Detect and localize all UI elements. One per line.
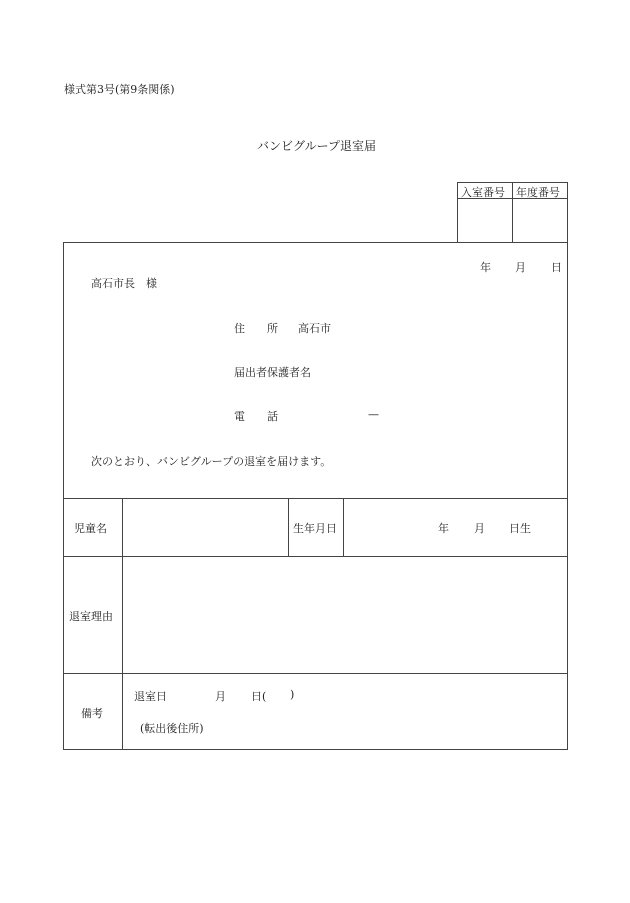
year-number-label: 年度番号 bbox=[516, 186, 560, 199]
entry-number-label: 入室番号 bbox=[461, 186, 505, 199]
row-divider-3 bbox=[63, 673, 568, 674]
birth-day-label: 日生 bbox=[509, 522, 531, 535]
leave-reason-label: 退室理由 bbox=[69, 610, 113, 623]
address-label: 住 所 bbox=[234, 322, 278, 335]
child-name-label: 児童名 bbox=[74, 522, 107, 535]
birthdate-label-right-divider bbox=[343, 498, 344, 556]
guardian-name-label: 届出者保護者名 bbox=[234, 366, 311, 379]
birthdate-label-left-divider bbox=[288, 498, 289, 556]
remarks-label: 備考 bbox=[81, 707, 103, 720]
address-value: 高石市 bbox=[298, 322, 331, 335]
birth-month-label: 月 bbox=[474, 522, 485, 535]
date-day-label: 日 bbox=[551, 261, 562, 274]
statement-text: 次のとおり、バンビグループの退室を届けます。 bbox=[91, 455, 332, 468]
entry-number-field[interactable] bbox=[458, 200, 511, 242]
form-number: 様式第3号(第9条関係) bbox=[64, 83, 175, 96]
year-number-field[interactable] bbox=[513, 200, 567, 242]
new-address-label: (転出後住所) bbox=[140, 722, 204, 735]
phone-label: 電 話 bbox=[234, 410, 278, 423]
child-name-field[interactable] bbox=[123, 499, 287, 555]
leave-month-label: 月 bbox=[215, 690, 226, 703]
leave-reason-field[interactable] bbox=[123, 557, 567, 672]
page-title: バンビグループ退室届 bbox=[257, 139, 377, 153]
addressee: 高石市長 様 bbox=[91, 277, 157, 290]
birthdate-label: 生年月日 bbox=[293, 522, 337, 535]
leave-day-label: 日( bbox=[251, 690, 267, 703]
leave-date-label: 退室日 bbox=[134, 690, 167, 703]
leave-close-paren: ) bbox=[290, 688, 295, 701]
date-month-label: 月 bbox=[515, 261, 526, 274]
date-year-label: 年 bbox=[480, 261, 491, 274]
birth-year-label: 年 bbox=[438, 522, 449, 535]
phone-dash: — bbox=[368, 408, 379, 421]
